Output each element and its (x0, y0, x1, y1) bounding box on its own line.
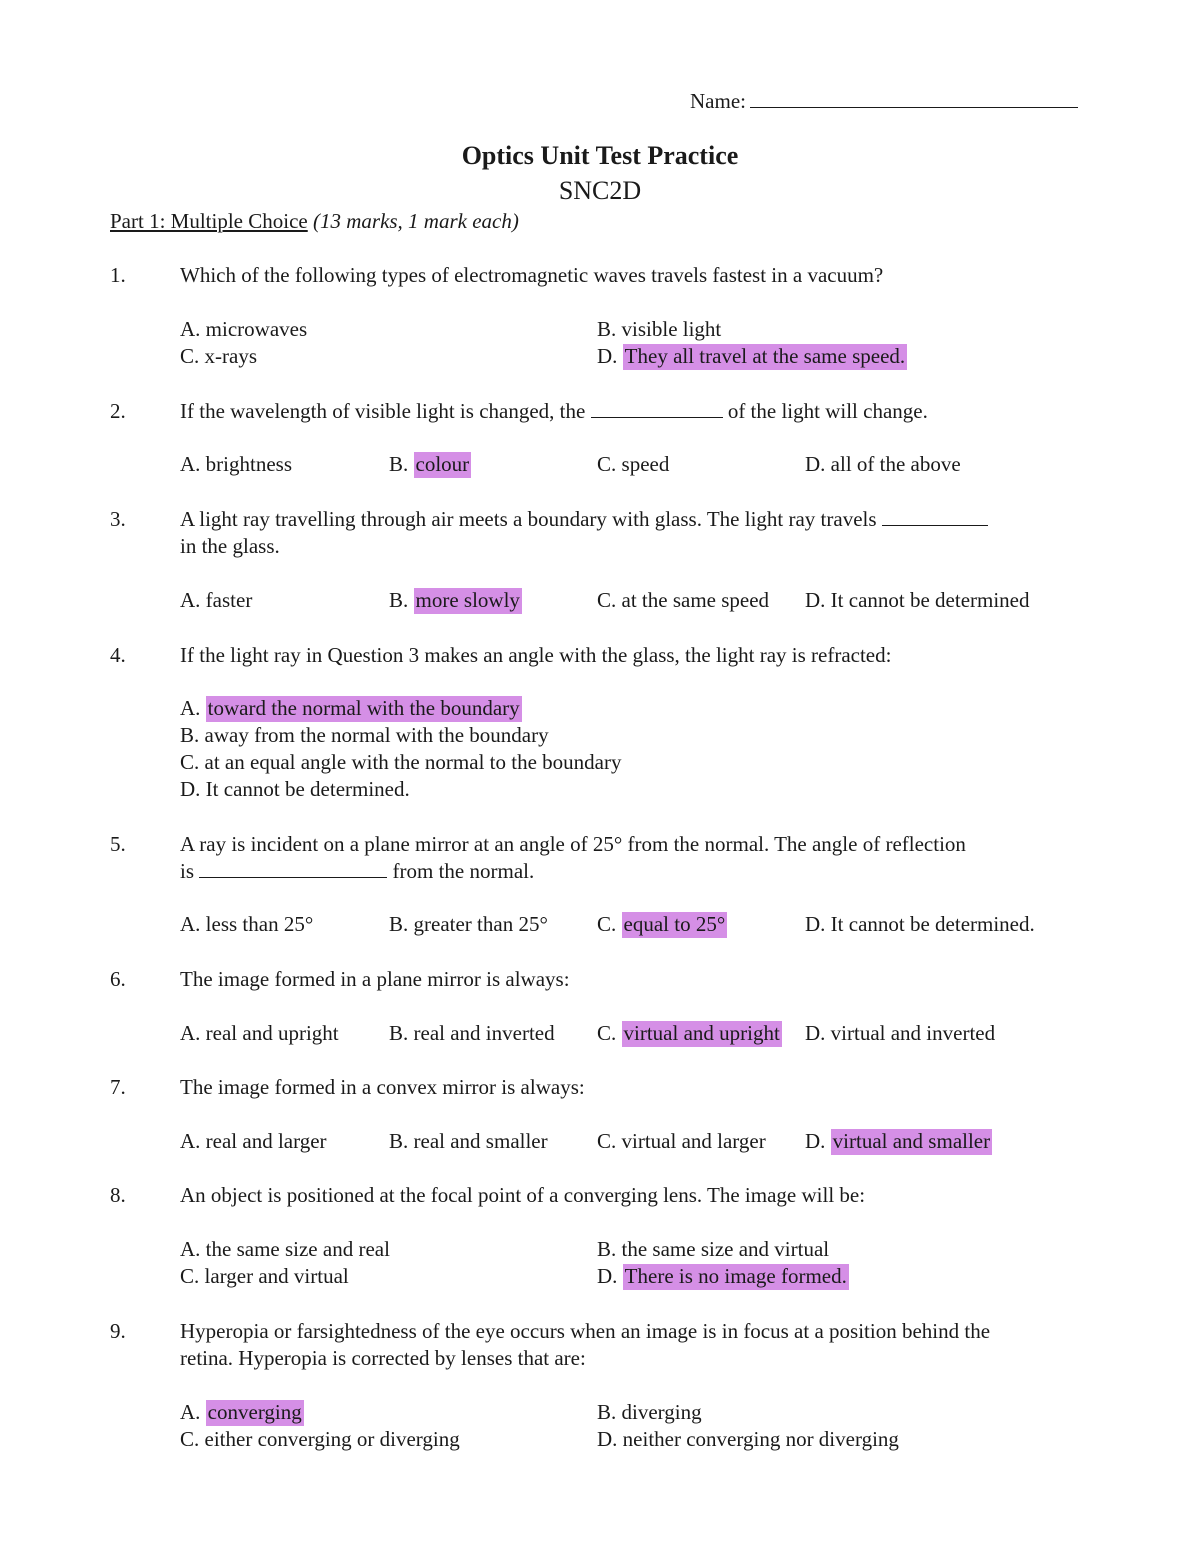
part-label: Part 1: Multiple Choice (110, 209, 308, 233)
question-text-line2: retina. Hyperopia is corrected by lenses that are: (180, 1346, 586, 1370)
option-a: A. toward the normal with the boundary (180, 696, 520, 720)
answer-blank (591, 399, 723, 418)
question-text: The image formed in a plane mirror is always: (180, 967, 570, 991)
option-d: D. It cannot be determined (805, 588, 1030, 612)
question-text: If the light ray in Question 3 makes an angle with the glass, the light ray is refracted: (180, 643, 892, 667)
answer-highlight: virtual and upright (623, 1021, 780, 1045)
option-c: C. either converging or diverging (180, 1427, 460, 1451)
answer-blank (882, 507, 988, 526)
option-a: A. converging (180, 1400, 302, 1424)
option-c: C. at an equal angle with the normal to the boundary (180, 750, 622, 774)
option-b: B. real and inverted (389, 1021, 555, 1045)
question-text: An object is positioned at the focal point of a converging lens. The image will be: (180, 1183, 866, 1207)
option-d: D. They all travel at the same speed. (597, 344, 906, 368)
option-a: A. brightness (180, 452, 292, 476)
option-b: B. colour (389, 452, 470, 476)
answer-highlight: colour (415, 452, 470, 476)
option-c: C. x-rays (180, 344, 257, 368)
question-number: 4. (110, 643, 126, 667)
question-text: Hyperopia or farsightedness of the eye occurs when an image is in focus at a position behind the (180, 1319, 991, 1343)
option-b: B. more slowly (389, 588, 520, 612)
question-number: 1. (110, 263, 126, 287)
option-c: C. virtual and larger (597, 1129, 766, 1153)
question-number: 8. (110, 1183, 126, 1207)
option-a: A. microwaves (180, 317, 308, 341)
option-a: A. the same size and real (180, 1237, 390, 1261)
page-subtitle: SNC2D (558, 176, 642, 205)
option-c: C. equal to 25° (597, 912, 726, 936)
option-b: B. visible light (597, 317, 722, 341)
name-blank-line (750, 87, 1078, 108)
option-a: A. faster (180, 588, 253, 612)
answer-highlight: virtual and smaller (832, 1129, 991, 1153)
option-d: D. virtual and smaller (805, 1129, 991, 1153)
option-d: D. There is no image formed. (597, 1264, 847, 1288)
option-d: D. It cannot be determined. (805, 912, 1035, 936)
option-c: C. speed (597, 452, 670, 476)
option-b: B. greater than 25° (389, 912, 548, 936)
question-text: A light ray travelling through air meets a boundary with glass. The light ray travels (180, 506, 988, 533)
question-number: 9. (110, 1319, 126, 1343)
option-b: B. away from the normal with the boundary (180, 723, 549, 747)
page-title: Optics Unit Test Practice (461, 141, 739, 170)
question-number: 2. (110, 399, 126, 423)
option-b: B. real and smaller (389, 1129, 548, 1153)
name-field (690, 87, 1078, 115)
question-text: Which of the following types of electromagnetic waves travels fastest in a vacuum? (180, 263, 884, 287)
question-number: 7. (110, 1075, 126, 1099)
part-heading (110, 208, 519, 235)
question-text-line2: in the glass. (180, 534, 280, 558)
question-text: The image formed in a convex mirror is always: (180, 1075, 585, 1099)
question-text: A ray is incident on a plane mirror at an angle of 25° from the normal. The angle of reflection (180, 832, 966, 856)
question-text: If the wavelength of visible light is changed, the of the light will change. (180, 399, 928, 423)
answer-blank (199, 859, 387, 878)
option-b: B. the same size and virtual (597, 1237, 830, 1261)
option-c: C. virtual and upright (597, 1021, 780, 1045)
answer-highlight: more slowly (415, 588, 520, 612)
option-c: C. at the same speed (597, 588, 770, 612)
part-note: (13 marks, 1 mark each) (312, 209, 519, 233)
name-label: Name: (690, 89, 746, 113)
option-a: A. less than 25° (180, 912, 314, 936)
option-d: D. virtual and inverted (805, 1021, 996, 1045)
question-number: 5. (110, 832, 126, 856)
question-text-line2: is from the normal. (180, 859, 535, 883)
option-a: A. real and larger (180, 1129, 327, 1153)
option-c: C. larger and virtual (180, 1264, 349, 1288)
option-d: D. It cannot be determined. (180, 777, 410, 801)
option-d: D. all of the above (805, 452, 961, 476)
option-a: A. real and upright (180, 1021, 339, 1045)
answer-highlight: There is no image formed. (624, 1264, 847, 1288)
answer-highlight: converging (207, 1400, 302, 1424)
answer-highlight: toward the normal with the boundary (207, 696, 520, 720)
question-number: 6. (110, 967, 126, 991)
question-number: 3. (110, 507, 126, 531)
option-b: B. diverging (597, 1400, 702, 1424)
answer-highlight: equal to 25° (623, 912, 726, 936)
answer-highlight: They all travel at the same speed. (624, 344, 906, 368)
option-d: D. neither converging nor diverging (597, 1427, 899, 1451)
